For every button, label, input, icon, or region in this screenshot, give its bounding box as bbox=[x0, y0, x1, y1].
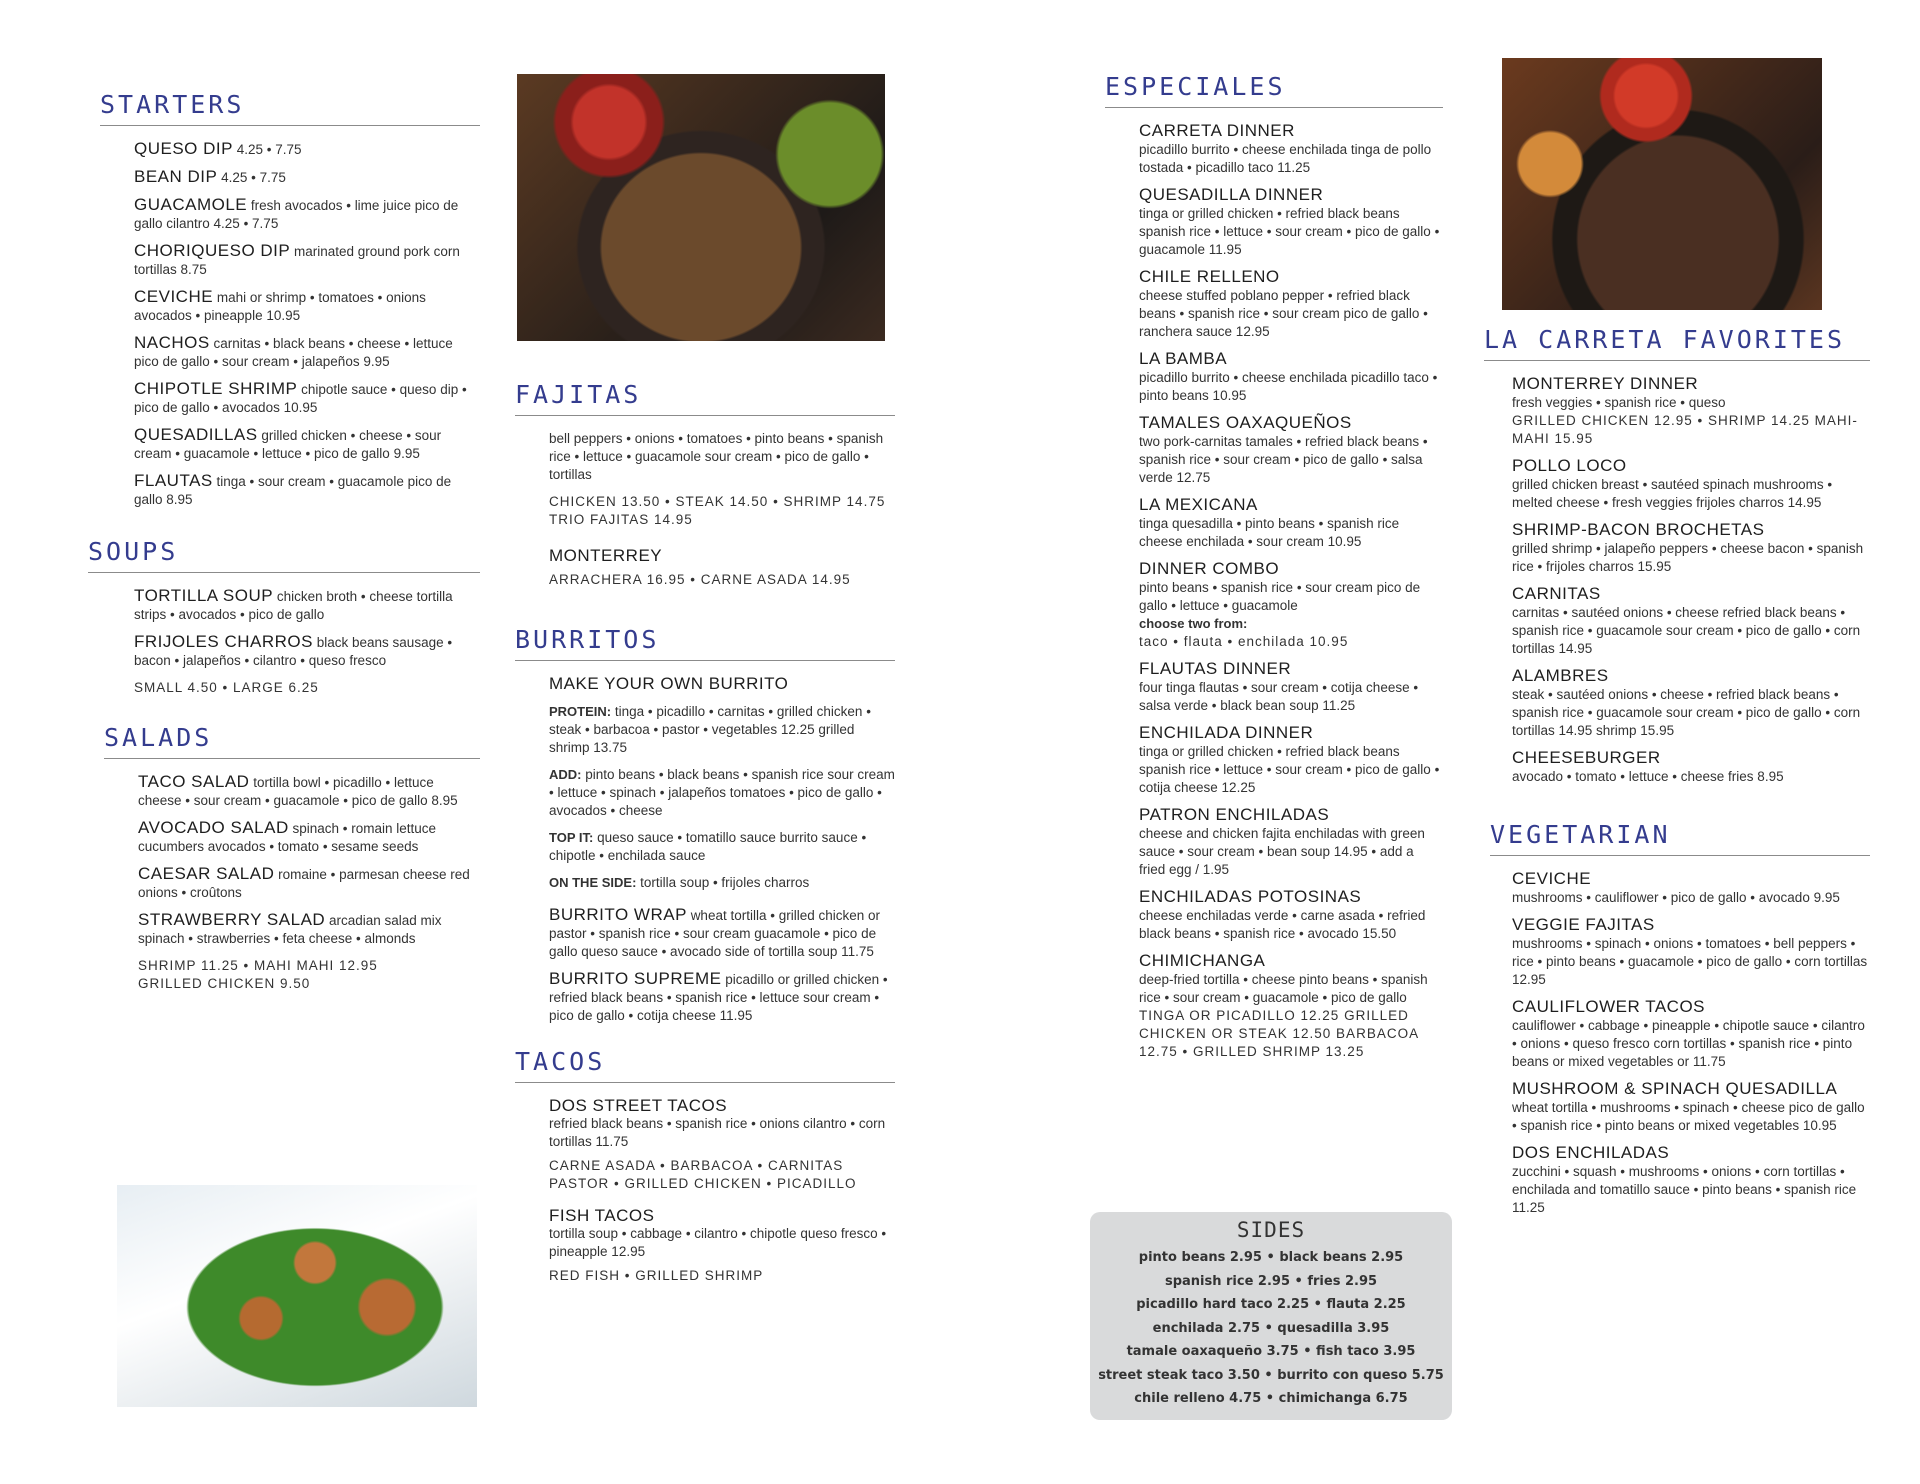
salads-title: SALADS bbox=[104, 723, 480, 759]
menu-item-description: tinga quesadilla • pinto beans • spanish rice cheese enchilada • sour cream 10.95 bbox=[1139, 516, 1400, 549]
menu-item-name: BURRITO WRAP bbox=[549, 905, 687, 924]
menu-item-description: tinga • sour cream • guacamole pico de gallo 8.95 bbox=[134, 474, 452, 507]
menu-item bbox=[134, 196, 480, 233]
fish-tacos-options: RED FISH • GRILLED SHRIMP bbox=[549, 1268, 764, 1283]
menu-item bbox=[1512, 1080, 1870, 1135]
starters-section bbox=[100, 90, 480, 509]
sides-row: chile relleno 4.75 • chimichanga 6.75 bbox=[1134, 1391, 1408, 1406]
fajitas-description: bell peppers • onions • tomatoes • pinto beans • spanish rice • lettuce • guacamole sour cream • pico de gallo • tortillas bbox=[549, 431, 884, 482]
menu-item-name: CAULIFLOWER TACOS bbox=[1512, 997, 1706, 1016]
menu-item-description: steak • sautéed onions • cheese • refried black beans • spanish rice • guacamole sour cream • pico de gallo • corn tortillas 14.95 shrimp 15.95 bbox=[1512, 687, 1861, 738]
menu-item-description: picadillo or grilled chicken • refried black beans • spanish rice • lettuce sour cream • pico de gallo • cotija cheese 11.95 bbox=[549, 972, 888, 1023]
menu-item-name: LA BAMBA bbox=[1139, 349, 1228, 368]
sides-row: picadillo hard taco 2.25 • flauta 2.25 bbox=[1136, 1297, 1406, 1312]
menu-item-description: avocado • tomato • lettuce • cheese fries 8.95 bbox=[1512, 769, 1784, 784]
menu-item-description: fresh avocados • lime juice pico de gallo cilantro 4.25 • 7.75 bbox=[134, 198, 459, 231]
menu-item-description: mushrooms • spinach • onions • tomatoes • bell peppers • rice • pinto beans • guacamole • pico de gallo • corn tortillas 12.95 bbox=[1512, 936, 1868, 987]
sides-row: enchilada 2.75 • quesadilla 3.95 bbox=[1152, 1320, 1390, 1336]
menu-item-name: STRAWBERRY SALAD bbox=[138, 910, 326, 929]
menu-item-name: FRIJOLES CHARROS bbox=[134, 632, 313, 651]
column-left bbox=[88, 90, 480, 1002]
menu-item-name: CAESAR SALAD bbox=[138, 864, 275, 883]
menu-item-name: ENCHILADA DINNER bbox=[1139, 723, 1314, 742]
soups-title: SOUPS bbox=[88, 537, 480, 573]
especiales-section bbox=[1105, 72, 1443, 1061]
fajitas-title: FAJITAS bbox=[515, 380, 895, 416]
menu-item bbox=[1139, 496, 1443, 551]
menu-item bbox=[1512, 1144, 1870, 1217]
menu-item bbox=[134, 426, 480, 463]
menu-item-name: TAMALES OAXAQUEÑOS bbox=[1139, 413, 1352, 432]
menu-item-description: tinga or grilled chicken • refried black beans spanish rice • lettuce • sour cream • pico de gallo • guacamole 11.95 bbox=[1139, 206, 1440, 257]
protein-label: PROTEIN: bbox=[549, 704, 612, 719]
menu-item-name: AVOCADO SALAD bbox=[138, 818, 289, 837]
menu-item-description: cheese and chicken fajita enchiladas with green sauce • sour cream • bean soup 14.95 • add a fried egg / 1.95 bbox=[1139, 826, 1425, 877]
menu-item-name: CHEESEBURGER bbox=[1512, 748, 1661, 767]
menu-item bbox=[1512, 521, 1870, 576]
side-label: ON THE SIDE: bbox=[549, 875, 637, 890]
menu-item-name: LA MEXICANA bbox=[1139, 495, 1258, 514]
menu-item bbox=[549, 970, 895, 1025]
column-center-right bbox=[1105, 72, 1443, 1070]
menu-item bbox=[1139, 414, 1443, 487]
menu-item-description: carnitas • black beans • cheese • lettuce pico de gallo • sour cream • jalapeños 9.95 bbox=[134, 336, 453, 369]
menu-item-name: CEVICHE bbox=[134, 287, 214, 306]
menu-item-description: grilled shrimp • jalapeño peppers • cheese bacon • spanish rice • frijoles charros 15.95 bbox=[1512, 541, 1864, 574]
sides-row: spanish rice 2.95 • fries 2.95 bbox=[1164, 1273, 1378, 1289]
menu-item bbox=[1139, 888, 1443, 943]
menu-item-description: mushrooms • cauliflower • pico de gallo • avocado 9.95 bbox=[1512, 890, 1840, 905]
menu-item-name: DOS ENCHILADAS bbox=[1512, 1143, 1670, 1162]
burritos-title: BURRITOS bbox=[515, 625, 895, 661]
menu-item bbox=[1512, 667, 1870, 740]
fish-tacos-desc: tortilla soup • cabbage • cilantro • chipotle queso fresco • pineapple 12.95 bbox=[549, 1226, 887, 1259]
sides-row: tamale oaxaqueño 3.75 • fish taco 3.95 bbox=[1126, 1344, 1416, 1359]
favorites-title: LA CARRETA FAVORITES bbox=[1484, 325, 1870, 361]
add-options: pinto beans • black beans • spanish rice sour cream • lettuce • spinach • jalapeños tomatoes • pico de gallo • avocados • cheese bbox=[549, 767, 895, 818]
sides-row: pinto beans 2.95 • black beans 2.95 bbox=[1138, 1250, 1404, 1265]
vegetarian-section bbox=[1490, 820, 1870, 1217]
menu-item bbox=[138, 773, 480, 810]
salads-section bbox=[104, 723, 480, 993]
especiales-title: ESPECIALES bbox=[1105, 72, 1443, 108]
menu-item-description: spinach • romain lettuce cucumbers avocados • tomato • sesame seeds bbox=[138, 821, 437, 854]
make-your-own-burrito: MAKE YOUR OWN BURRITO bbox=[549, 674, 789, 693]
menu-item-name: FLAUTAS DINNER bbox=[1139, 659, 1292, 678]
menu-item-description: wheat tortilla • grilled chicken or pastor • spanish rice • sour cream guacamole • pico de gallo queso sauce • avocado side of tortilla soup 11.75 bbox=[549, 908, 880, 959]
menu-item bbox=[1139, 350, 1443, 405]
salads-addons-1: SHRIMP 11.25 • MAHI MAHI 12.95 bbox=[138, 958, 378, 973]
menu-item-description: deep-fried tortilla • cheese pinto beans • spanish rice • sour cream • guacamole • pico de gallo bbox=[1139, 972, 1428, 1005]
menu-item bbox=[134, 587, 480, 624]
soups-sizes: SMALL 4.50 • LARGE 6.25 bbox=[134, 680, 319, 695]
sides-title: SIDES bbox=[1236, 1218, 1306, 1242]
menu-item-description: carnitas • sautéed onions • cheese refried black beans • spanish rice • guacamole sour cream • pico de gallo • corn tortillas 14.95 bbox=[1512, 605, 1861, 656]
menu-item bbox=[134, 168, 480, 187]
menu-item bbox=[134, 334, 480, 371]
fajitas-prices-2: TRIO FAJITAS 14.95 bbox=[549, 512, 693, 527]
menu-item-name: CHILE RELLENO bbox=[1139, 267, 1280, 286]
menu-item-name: QUESADILLAS bbox=[134, 425, 258, 444]
fajitas-prices-1: CHICKEN 13.50 • STEAK 14.50 • SHRIMP 14.75 bbox=[549, 494, 886, 509]
salads-addons-2: GRILLED CHICKEN 9.50 bbox=[138, 976, 311, 991]
menu-item bbox=[134, 380, 480, 417]
menu-item-name: ENCHILADAS POTOSINAS bbox=[1139, 887, 1362, 906]
menu-item-name: VEGGIE FAJITAS bbox=[1512, 915, 1655, 934]
sides-box bbox=[1090, 1212, 1452, 1420]
carreta-fajitas-photo bbox=[1502, 58, 1822, 310]
menu-item-description: tinga or grilled chicken • refried black beans spanish rice • lettuce • sour cream • pico de gallo • cotija cheese 12.25 bbox=[1139, 744, 1440, 795]
favorites-section bbox=[1484, 325, 1870, 786]
monterrey-name: MONTERREY bbox=[549, 546, 663, 565]
menu-item-description: 4.25 • 7.75 bbox=[236, 142, 302, 157]
menu-item-description: four tinga flautas • sour cream • cotija cheese • salsa verde • black bean soup 11.25 bbox=[1139, 680, 1419, 713]
shrimp-salad-photo bbox=[117, 1185, 477, 1407]
menu-item-extra: TINGA OR PICADILLO 12.25 GRILLED CHICKEN OR STEAK 12.50 BARBACOA 12.75 • GRILLED SHRIMP 13.25 bbox=[1139, 1008, 1419, 1059]
menu-item-extra: GRILLED CHICKEN 12.95 • SHRIMP 14.25 MAHI-MAHI 15.95 bbox=[1512, 413, 1858, 446]
street-tacos-desc: refried black beans • spanish rice • onions cilantro • corn tortillas 11.75 bbox=[549, 1116, 886, 1149]
menu-item-name: MONTERREY DINNER bbox=[1512, 374, 1699, 393]
fish-tacos-name: FISH TACOS bbox=[549, 1206, 655, 1225]
menu-item-description: picadillo burrito • cheese enchilada tinga de pollo tostada • picadillo taco 11.25 bbox=[1139, 142, 1432, 175]
menu-item-description: tortilla bowl • picadillo • lettuce cheese • sour cream • guacamole • pico de gallo 8.95 bbox=[138, 775, 458, 808]
street-tacos-options: CARNE ASADA • BARBACOA • CARNITAS PASTOR • GRILLED CHICKEN • PICADILLO bbox=[549, 1158, 857, 1191]
burritos-section bbox=[515, 625, 895, 1025]
tacos-section bbox=[515, 1047, 895, 1285]
menu-item-description: cauliflower • cabbage • pineapple • chipotle sauce • cilantro • onions • queso fresco corn tortillas • spanish rice • pinto beans or mixed vegetables or 11.75 bbox=[1512, 1018, 1865, 1069]
menu-item-name: FLAUTAS bbox=[134, 471, 213, 490]
menu-item bbox=[1139, 952, 1443, 1061]
menu-item-name: TORTILLA SOUP bbox=[134, 586, 274, 605]
menu-item-name: MUSHROOM & SPINACH QUESADILLA bbox=[1512, 1079, 1838, 1098]
menu-item-name: BEAN DIP bbox=[134, 167, 218, 186]
menu-item-extra: taco • flauta • enchilada 10.95 bbox=[1139, 634, 1349, 649]
menu-item bbox=[1139, 268, 1443, 341]
tacos-title: TACOS bbox=[515, 1047, 895, 1083]
menu-item bbox=[1139, 186, 1443, 259]
menu-item bbox=[1139, 660, 1443, 715]
menu-item-description: mahi or shrimp • tomatoes • onions avocados • pineapple 10.95 bbox=[134, 290, 426, 323]
menu-item-description: cheese enchiladas verde • carne asada • refried black beans • spanish rice • avocado 15.50 bbox=[1139, 908, 1426, 941]
menu-item bbox=[1139, 560, 1443, 651]
menu-item bbox=[1512, 375, 1870, 448]
monterrey-prices: ARRACHERA 16.95 • CARNE ASADA 14.95 bbox=[549, 572, 851, 587]
menu-item bbox=[1512, 870, 1870, 907]
menu-item-name: NACHOS bbox=[134, 333, 210, 352]
menu-item bbox=[134, 242, 480, 279]
vegetarian-title: VEGETARIAN bbox=[1490, 820, 1870, 856]
menu-item-name: PATRON ENCHILADAS bbox=[1139, 805, 1330, 824]
menu-item-description: chicken broth • cheese tortilla strips • avocados • pico de gallo bbox=[134, 589, 453, 622]
menu-item bbox=[1139, 122, 1443, 177]
menu-item-name: CARNITAS bbox=[1512, 584, 1601, 603]
menu-item-description: grilled chicken breast • sautéed spinach mushrooms • melted cheese • fresh veggies frijoles charros 14.95 bbox=[1512, 477, 1833, 510]
column-right bbox=[1484, 325, 1870, 1226]
menu-item-description: arcadian salad mix spinach • strawberries • feta cheese • almonds bbox=[138, 913, 442, 946]
menu-item bbox=[134, 288, 480, 325]
menu-item bbox=[549, 906, 895, 961]
menu-item-name: BURRITO SUPREME bbox=[549, 969, 722, 988]
menu-item bbox=[1512, 457, 1870, 512]
menu-item-name: QUESO DIP bbox=[134, 139, 233, 158]
menu-item-name: CHIMICHANGA bbox=[1139, 951, 1266, 970]
menu-item bbox=[1512, 916, 1870, 989]
soups-section bbox=[88, 537, 480, 697]
starters-title: STARTERS bbox=[100, 90, 480, 126]
menu-item-description: romaine • parmesan cheese red onions • croûtons bbox=[138, 867, 470, 900]
fajitas-section bbox=[515, 380, 895, 589]
menu-item bbox=[1139, 724, 1443, 797]
menu-item-name: DINNER COMBO bbox=[1139, 559, 1280, 578]
menu-item-description: zucchini • squash • mushrooms • onions • corn tortillas • enchilada and tomatillo sauce • pinto beans • spanish rice 11.25 bbox=[1512, 1164, 1857, 1215]
menu-item bbox=[138, 911, 480, 948]
menu-item-name: CHIPOTLE SHRIMP bbox=[134, 379, 298, 398]
menu-item-name: ALAMBRES bbox=[1512, 666, 1609, 685]
menu-item-name: TACO SALAD bbox=[138, 772, 250, 791]
sides-row: street steak taco 3.50 • burrito con queso 5.75 bbox=[1098, 1367, 1444, 1383]
menu-item-description: black beans sausage • bacon • jalapeños • cilantro • queso fresco bbox=[134, 635, 453, 668]
menu-item bbox=[134, 472, 480, 509]
menu-item-description: picadillo burrito • cheese enchilada picadillo taco • pinto beans 10.95 bbox=[1139, 370, 1438, 403]
menu-item-name: QUESADILLA DINNER bbox=[1139, 185, 1324, 204]
menu-item-name: SHRIMP-BACON BROCHETAS bbox=[1512, 520, 1765, 539]
menu-item-description: cheese stuffed poblano pepper • refried black beans • spanish rice • sour cream pico de gallo • ranchera sauce 12.95 bbox=[1139, 288, 1428, 339]
menu-item-name: POLLO LOCO bbox=[1512, 456, 1627, 475]
menu-item-name: CEVICHE bbox=[1512, 869, 1592, 888]
menu-item-name: CHORIQUESO DIP bbox=[134, 241, 291, 260]
menu-item-description: marinated ground pork corn tortillas 8.75 bbox=[134, 244, 460, 277]
menu-item-description: grilled chicken • cheese • sour cream • guacamole • lettuce • pico de gallo 9.95 bbox=[134, 428, 442, 461]
top-options: queso sauce • tomatillo sauce burrito sauce • chipotle • enchilada sauce bbox=[549, 830, 867, 863]
menu-item bbox=[138, 865, 480, 902]
top-label: TOP IT: bbox=[549, 830, 594, 845]
menu-item bbox=[1512, 749, 1870, 786]
menu-item-description: wheat tortilla • mushrooms • spinach • cheese pico de gallo • spanish rice • pinto beans or mixed vegetables 10.95 bbox=[1512, 1100, 1865, 1133]
menu-item bbox=[1139, 806, 1443, 879]
street-tacos-name: DOS STREET TACOS bbox=[549, 1096, 728, 1115]
menu-item bbox=[134, 140, 480, 159]
side-options: tortilla soup • frijoles charros bbox=[640, 875, 810, 890]
menu-item-description: pinto beans • spanish rice • sour cream pico de gallo • lettuce • guacamole bbox=[1139, 580, 1421, 613]
menu-item-description: 4.25 • 7.75 bbox=[221, 170, 286, 185]
menu-item-description: chipotle sauce • queso dip • pico de gallo • avocados 10.95 bbox=[134, 382, 467, 415]
menu-item bbox=[138, 819, 480, 856]
menu-item bbox=[1512, 585, 1870, 658]
menu-item-description: fresh veggies • spanish rice • queso bbox=[1512, 395, 1726, 410]
column-center-left bbox=[515, 380, 895, 1294]
menu-item-name: CARRETA DINNER bbox=[1139, 121, 1295, 140]
protein-options: tinga • picadillo • carnitas • grilled chicken • steak • barbacoa • pastor • vegetables 12.25 grilled shrimp 13.75 bbox=[549, 704, 871, 755]
menu-item-description: two pork-carnitas tamales • refried black beans • spanish rice • sour cream • pico de gallo • salsa verde 12.75 bbox=[1139, 434, 1428, 485]
add-label: ADD: bbox=[549, 767, 582, 782]
menu-item-name: GUACAMOLE bbox=[134, 195, 248, 214]
menu-item bbox=[1512, 998, 1870, 1071]
menu-item bbox=[134, 633, 480, 670]
menu-item-extra-label: choose two from: bbox=[1139, 616, 1248, 631]
fajitas-photo bbox=[517, 74, 885, 341]
